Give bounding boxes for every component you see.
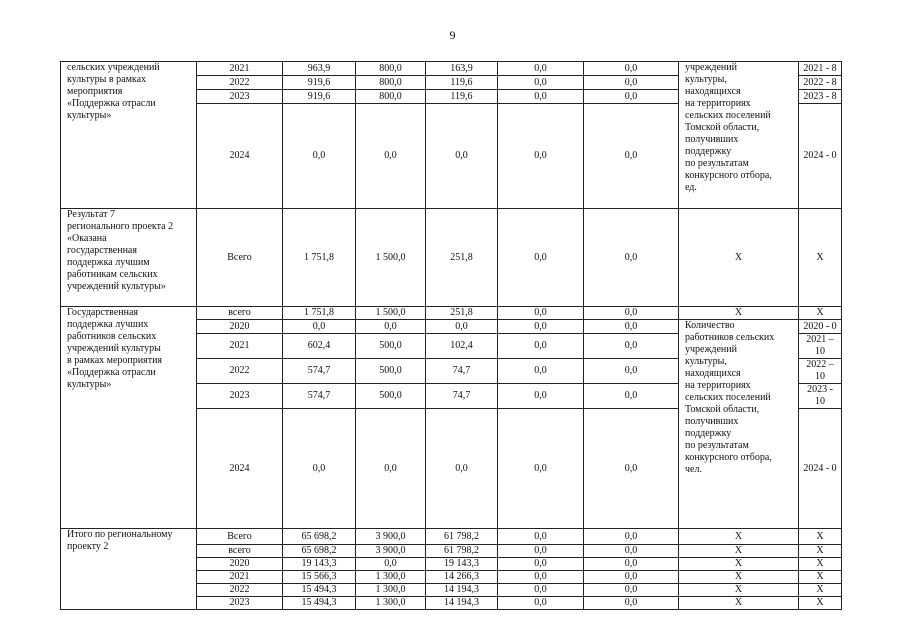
extra-budget-cell: 0,0 <box>584 597 679 610</box>
total-cell: 574,7 <box>283 384 356 409</box>
indicator-value-cell: X <box>799 597 842 610</box>
total-cell: 15 566,3 <box>283 571 356 584</box>
indicator-value-cell: 2021 - 8 <box>799 62 842 76</box>
year-cell: Всего <box>197 209 283 307</box>
federal-budget-cell: 0,0 <box>356 409 426 529</box>
total-cell: 19 143,3 <box>283 558 356 571</box>
regional-budget-cell: 14 194,3 <box>426 597 498 610</box>
event-name-cell: сельских учреждений культуры в рамках мероприятия «Поддержка отрасли культуры» <box>61 62 197 209</box>
indicator-value-cell: 2021 – 10 <box>799 334 842 359</box>
extra-budget-cell: 0,0 <box>584 359 679 384</box>
year-cell: 2023 <box>197 597 283 610</box>
indicator-value-cell: X <box>799 545 842 558</box>
regional-budget-cell: 0,0 <box>426 320 498 334</box>
indicator-value-cell: X <box>799 529 842 545</box>
year-cell: 2022 <box>197 584 283 597</box>
year-cell: 2024 <box>197 409 283 529</box>
federal-budget-cell: 0,0 <box>356 558 426 571</box>
indicator-cell: X <box>679 529 799 545</box>
federal-budget-cell: 500,0 <box>356 334 426 359</box>
year-cell: 2024 <box>197 104 283 209</box>
regional-budget-cell: 119,6 <box>426 76 498 90</box>
table-row <box>61 209 842 307</box>
extra-budget-cell: 0,0 <box>584 409 679 529</box>
regional-budget-cell: 74,7 <box>426 384 498 409</box>
indicator-value-cell: X <box>799 558 842 571</box>
local-budget-cell: 0,0 <box>498 209 584 307</box>
indicator-value-cell: X <box>799 584 842 597</box>
local-budget-cell: 0,0 <box>498 529 584 545</box>
year-cell: всего <box>197 307 283 320</box>
year-cell: всего <box>197 545 283 558</box>
total-cell: 1 751,8 <box>283 307 356 320</box>
total-cell: 602,4 <box>283 334 356 359</box>
federal-budget-cell: 1 300,0 <box>356 597 426 610</box>
regional-budget-cell: 251,8 <box>426 209 498 307</box>
local-budget-cell: 0,0 <box>498 307 584 320</box>
year-cell: 2021 <box>197 334 283 359</box>
indicator-value-cell: 2022 – 10 <box>799 359 842 384</box>
total-cell: 574,7 <box>283 359 356 384</box>
local-budget-cell: 0,0 <box>498 571 584 584</box>
local-budget-cell: 0,0 <box>498 90 584 104</box>
extra-budget-cell: 0,0 <box>584 76 679 90</box>
local-budget-cell: 0,0 <box>498 409 584 529</box>
indicator-name-cell: учреждений культуры, находящихся на территориях сельских поселений Томской области, получивших поддержку по результатам конкурсного отбора, ед. <box>679 62 799 209</box>
local-budget-cell: 0,0 <box>498 359 584 384</box>
indicator-value-cell: X <box>799 307 842 320</box>
budget-table <box>60 61 842 610</box>
regional-budget-cell: 163,9 <box>426 62 498 76</box>
extra-budget-cell: 0,0 <box>584 545 679 558</box>
year-cell: 2022 <box>197 359 283 384</box>
local-budget-cell: 0,0 <box>498 320 584 334</box>
federal-budget-cell: 3 900,0 <box>356 545 426 558</box>
indicator-cell: X <box>679 584 799 597</box>
year-cell: 2020 <box>197 320 283 334</box>
local-budget-cell: 0,0 <box>498 62 584 76</box>
federal-budget-cell: 1 500,0 <box>356 209 426 307</box>
extra-budget-cell: 0,0 <box>584 62 679 76</box>
regional-budget-cell: 61 798,2 <box>426 545 498 558</box>
extra-budget-cell: 0,0 <box>584 334 679 359</box>
local-budget-cell: 0,0 <box>498 545 584 558</box>
regional-budget-cell: 0,0 <box>426 409 498 529</box>
indicator-value-cell: 2024 - 0 <box>799 104 842 209</box>
regional-budget-cell: 14 194,3 <box>426 584 498 597</box>
indicator-name-cell: Количество работников сельских учреждений культуры, находящихся на территориях сельских поселений Томской области, получивших поддержку по результатам конкурсного отбора, чел. <box>679 320 799 529</box>
local-budget-cell: 0,0 <box>498 384 584 409</box>
regional-budget-cell: 119,6 <box>426 90 498 104</box>
year-cell: 2023 <box>197 90 283 104</box>
year-cell: 2022 <box>197 76 283 90</box>
federal-budget-cell: 1 300,0 <box>356 584 426 597</box>
indicator-value-cell: 2024 - 0 <box>799 409 842 529</box>
extra-budget-cell: 0,0 <box>584 209 679 307</box>
indicator-cell: X <box>679 558 799 571</box>
total-cell: 65 698,2 <box>283 529 356 545</box>
federal-budget-cell: 0,0 <box>356 320 426 334</box>
indicator-cell: X <box>679 571 799 584</box>
local-budget-cell: 0,0 <box>498 334 584 359</box>
local-budget-cell: 0,0 <box>498 558 584 571</box>
extra-budget-cell: 0,0 <box>584 584 679 597</box>
extra-budget-cell: 0,0 <box>584 90 679 104</box>
indicator-value-cell: 2023 - 10 <box>799 384 842 409</box>
total-cell: 15 494,3 <box>283 584 356 597</box>
extra-budget-cell: 0,0 <box>584 571 679 584</box>
indicator-cell: X <box>679 209 799 307</box>
federal-budget-cell: 800,0 <box>356 62 426 76</box>
year-cell: 2020 <box>197 558 283 571</box>
event-name-cell: Государственная поддержка лучших работников сельских учреждений культуры в рамках мероприятия «Поддержка отрасли культуры» <box>61 307 197 529</box>
extra-budget-cell: 0,0 <box>584 529 679 545</box>
federal-budget-cell: 800,0 <box>356 90 426 104</box>
regional-budget-cell: 0,0 <box>426 104 498 209</box>
year-cell: 2023 <box>197 384 283 409</box>
total-cell: 963,9 <box>283 62 356 76</box>
federal-budget-cell: 1 300,0 <box>356 571 426 584</box>
regional-budget-cell: 14 266,3 <box>426 571 498 584</box>
year-cell: Всего <box>197 529 283 545</box>
total-cell: 0,0 <box>283 320 356 334</box>
regional-budget-cell: 251,8 <box>426 307 498 320</box>
federal-budget-cell: 3 900,0 <box>356 529 426 545</box>
federal-budget-cell: 800,0 <box>356 76 426 90</box>
federal-budget-cell: 1 500,0 <box>356 307 426 320</box>
indicator-value-cell: 2023 - 8 <box>799 90 842 104</box>
regional-budget-cell: 19 143,3 <box>426 558 498 571</box>
year-cell: 2021 <box>197 571 283 584</box>
local-budget-cell: 0,0 <box>498 76 584 90</box>
extra-budget-cell: 0,0 <box>584 320 679 334</box>
regional-budget-cell: 61 798,2 <box>426 529 498 545</box>
year-cell: 2021 <box>197 62 283 76</box>
federal-budget-cell: 500,0 <box>356 384 426 409</box>
indicator-value-cell: X <box>799 209 842 307</box>
indicator-cell: X <box>679 307 799 320</box>
regional-budget-cell: 102,4 <box>426 334 498 359</box>
table-row <box>61 307 842 320</box>
total-cell: 65 698,2 <box>283 545 356 558</box>
local-budget-cell: 0,0 <box>498 597 584 610</box>
federal-budget-cell: 500,0 <box>356 359 426 384</box>
extra-budget-cell: 0,0 <box>584 104 679 209</box>
federal-budget-cell: 0,0 <box>356 104 426 209</box>
indicator-value-cell: 2020 - 0 <box>799 320 842 334</box>
extra-budget-cell: 0,0 <box>584 307 679 320</box>
extra-budget-cell: 0,0 <box>584 384 679 409</box>
indicator-value-cell: 2022 - 8 <box>799 76 842 90</box>
page-number: 9 <box>449 28 456 42</box>
indicator-cell: X <box>679 597 799 610</box>
table-row <box>61 529 842 545</box>
total-cell: 919,6 <box>283 90 356 104</box>
indicator-value-cell: X <box>799 571 842 584</box>
total-cell: 1 751,8 <box>283 209 356 307</box>
local-budget-cell: 0,0 <box>498 104 584 209</box>
result-name-cell: Результат 7 регионального проекта 2 «Оказана государственная поддержка лучшим работникам сельских учреждений культуры» <box>61 209 197 307</box>
indicator-cell: X <box>679 545 799 558</box>
total-cell: 15 494,3 <box>283 597 356 610</box>
table-row <box>61 62 842 76</box>
total-cell: 0,0 <box>283 409 356 529</box>
regional-budget-cell: 74,7 <box>426 359 498 384</box>
total-cell: 919,6 <box>283 76 356 90</box>
local-budget-cell: 0,0 <box>498 584 584 597</box>
extra-budget-cell: 0,0 <box>584 558 679 571</box>
total-cell: 0,0 <box>283 104 356 209</box>
total-name-cell: Итого по региональному проекту 2 <box>61 529 197 610</box>
